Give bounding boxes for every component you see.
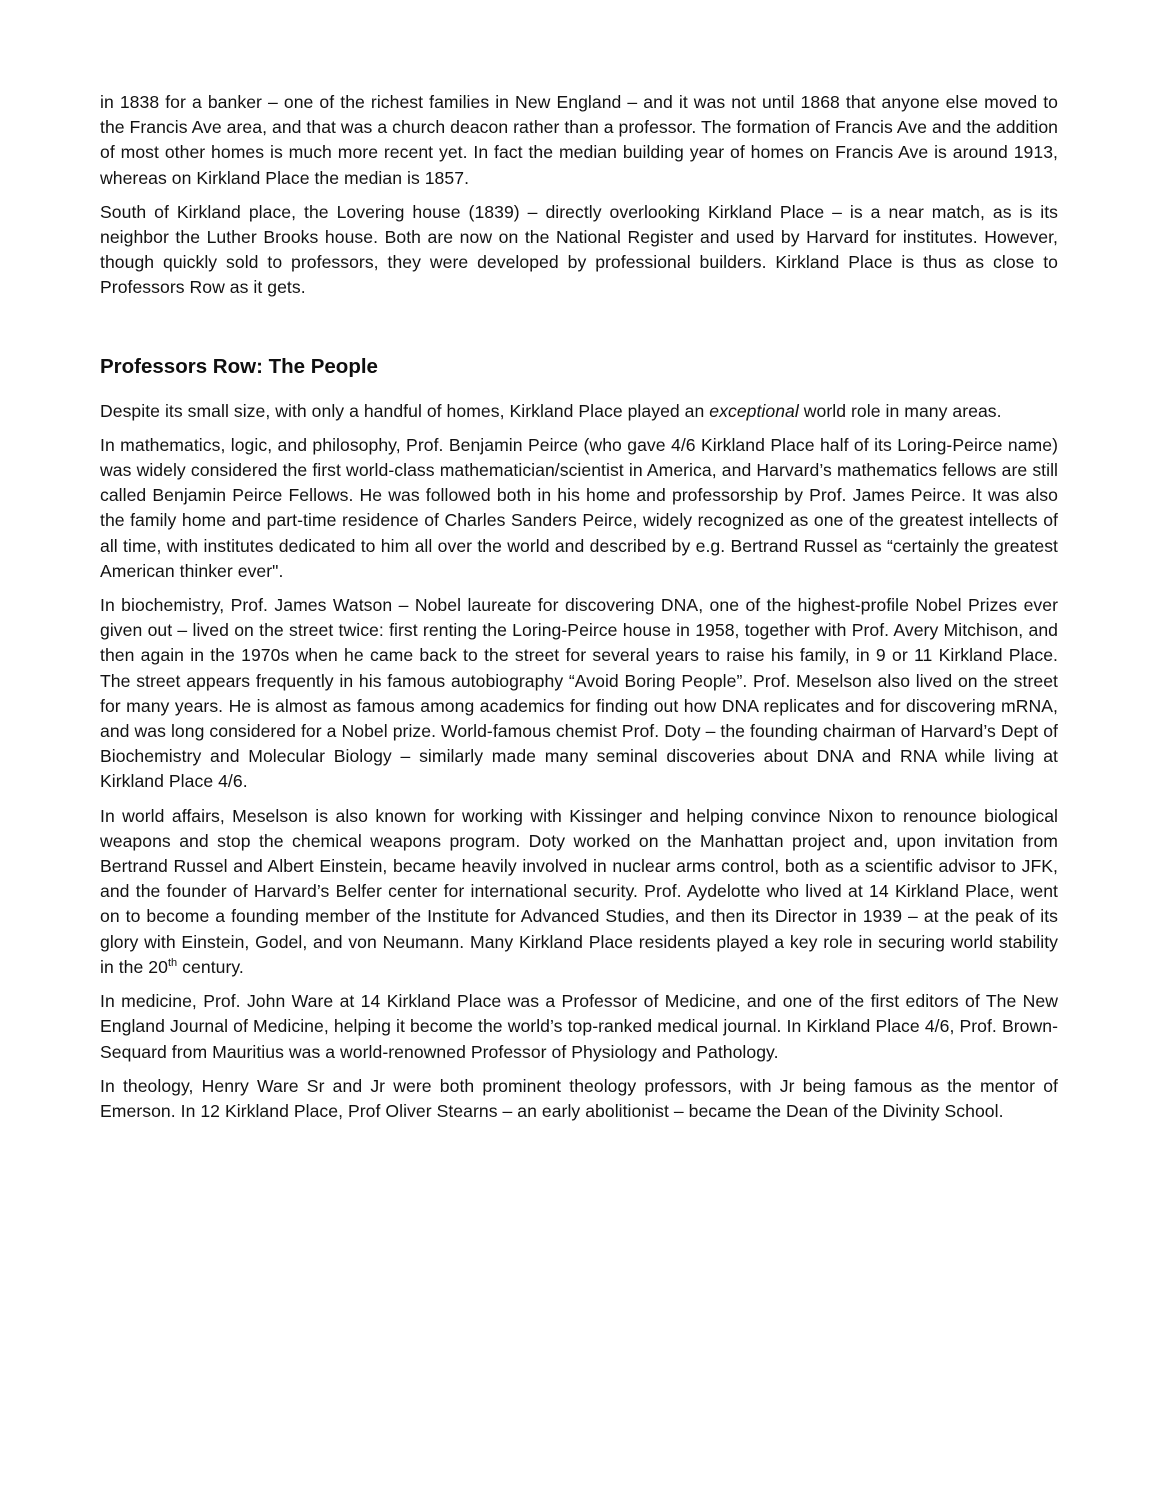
paragraph-despite-part1: Despite its small size, with only a handful of homes, Kirkland Place played an [100, 400, 710, 421]
paragraph-world-affairs [100, 804, 1058, 980]
paragraph-lovering-house: South of Kirkland place, the Lovering house (1839) – directly overlooking Kirkland Place – is a near match, as is its neighbor the Luther Brooks house. Both are now on the National Register and used by Harvard for institutes. However, though quickly sold to professors, they were developed by professional builders. Kirkland Place is thus as close to Professors Row as it gets. [100, 201, 1058, 298]
paragraph-theology: In theology, Henry Ware Sr and Jr were both prominent theology professors, with Jr being famous as the mentor of Emerson. In 12 Kirkland Place, Prof Oliver Stearns – an early abolitionist – became the Dean of the Divinity School. [100, 1075, 1058, 1121]
paragraph-world-affairs-part2: century. [177, 956, 244, 977]
superscript-th: th [167, 957, 178, 970]
paragraph-despite-part2: world role in many areas. [798, 400, 1002, 421]
section-heading-professors-row-the-people: Professors Row: The People [100, 354, 378, 378]
paragraph-world-affairs-part1: In world affairs, Meselson is also known for working with Kissinger and helping convince Nixon to renounce biological weapons and stop the chemical weapons program. Doty worked on the Manhattan project and, upon invitation from Bertrand Russel and Albert Einstein, became heavily involved in nuclear arms control, both as a scientific advisor to JFK, and the founder of Harvard’s Belfer center for international security. Prof. Aydelotte who lived at 14 Kirkland Place, went on to become a founding member of the Institute for Advanced Studies, and then its Director in 1939 – at the peak of its glory with Einstein, Godel, and von Neumann. Many Kirkland Place residents played a key role in securing world stability in the 20 [100, 805, 1058, 977]
paragraph-mathematics: In mathematics, logic, and philosophy, Prof. Benjamin Peirce (who gave 4/6 Kirkland Place half of its Loring-Peirce name) was widely considered the first world-class mathematician/scientist in America, and Harvard’s mathematics fellows are still called Benjamin Peirce Fellows. He was followed both in his home and professorship by Prof. James Peirce. It was also the family home and part-time residence of Charles Sanders Peirce, widely recognized as one of the greatest intellects of all time, with institutes dedicated to him all over the world and described by e.g. Bertrand Russel as “certainly the greatest American thinker ever". [100, 434, 1058, 581]
paragraph-biochemistry: In biochemistry, Prof. James Watson – Nobel laureate for discovering DNA, one of the highest-profile Nobel Prizes ever given out – lived on the street twice: first renting the Loring-Peirce house in 1958, together with Prof. Avery Mitchison, and then again in the 1970s when he came back to the street for several years to raise his family, in 9 or 11 Kirkland Place. The street appears frequently in his famous autobiography “Avoid Boring People”. Prof. Meselson also lived on the street for many years. He is almost as famous among academics for finding out how DNA replicates and for discovering mRNA, and was long considered for a Nobel prize. World-famous chemist Prof. Doty – the founding chairman of Harvard’s Dept of Biochemistry and Molecular Biology – similarly made many seminal discoveries about DNA and RNA while living at Kirkland Place 4/6. [100, 595, 1058, 792]
paragraph-despite-small-size [100, 399, 1058, 424]
paragraph-francis-ave: in 1838 for a banker – one of the richest families in New England – and it was not until 1868 that anyone else moved to the Francis Ave area, and that was a church deacon rather than a professor. The formation of Francis Ave and the addition of most other homes is much more recent yet. In fact the median building year of homes on Francis Ave is around 1913, whereas on Kirkland Place the median is 1857. [100, 92, 1058, 188]
italic-word-exceptional: exceptional [709, 400, 799, 421]
paragraph-medicine: In medicine, Prof. John Ware at 14 Kirkland Place was a Professor of Medicine, and one of the first editors of The New England Journal of Medicine, helping it become the world’s top-ranked medical journal. In Kirkland Place 4/6, Prof. Brown-Sequard from Mauritius was a world-renowned Professor of Physiology and Pathology. [100, 991, 1058, 1062]
